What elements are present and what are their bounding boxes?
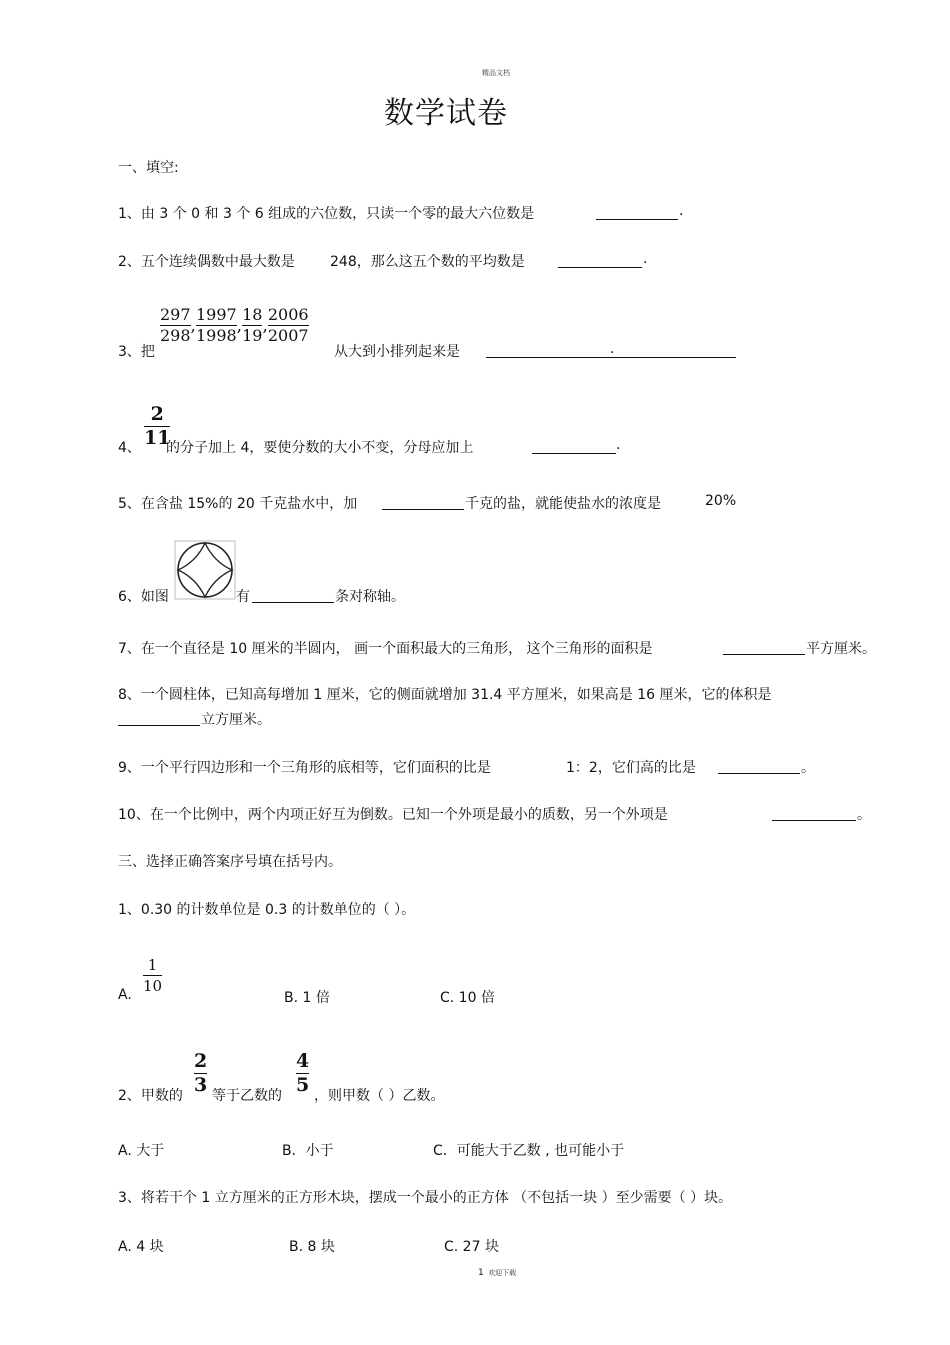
q10-answer-blank[interactable] <box>772 820 856 821</box>
q3-fraction-2 <box>196 307 237 344</box>
q9-end: 。 <box>801 760 815 776</box>
s3-q3-text: 3、将若干个 1 立方厘米的正方形木块，摆成一个最小的正方体 （不包括一块 ）至少需要（ ）块。 <box>118 1190 733 1206</box>
q2-answer-blank[interactable] <box>558 267 642 268</box>
q3-fraction-4-den: 2007 <box>267 326 309 345</box>
q9-text-b: 1：2，它们高的比是 <box>566 760 696 776</box>
s3-q1-option-a-den: 10 <box>143 977 163 995</box>
q3-fraction-1-den: 298 <box>160 326 191 345</box>
q4-answer-blank[interactable] <box>532 453 616 454</box>
q8-text-b: 立方厘米。 <box>201 712 271 728</box>
q3-fraction-3 <box>242 307 262 344</box>
q3-fraction-4 <box>268 307 309 344</box>
q1-answer-blank[interactable] <box>596 219 678 220</box>
q4-fraction-den: 11 <box>144 427 171 449</box>
q9-text-a: 9、一个平行四边形和一个三角形的底相等，它们面积的比是 <box>118 760 491 776</box>
q3-answer-blank[interactable] <box>486 357 736 358</box>
q3-prefix: 3、把 <box>118 344 155 360</box>
q4-text: 的分子加上 4，要使分数的大小不变，分母应加上 <box>166 440 474 456</box>
s3-q2-fraction-1 <box>194 1052 207 1095</box>
q3-fraction-1-num: 297 <box>160 305 191 324</box>
s3-q2-option-c: C．可能大于乙数 , 也可能小于 <box>433 1143 625 1159</box>
q3-fraction-3-den: 19 <box>242 326 263 345</box>
s3-q2-fraction-2-num: 4 <box>296 1050 310 1072</box>
s3-q2-fraction-2-den: 5 <box>296 1074 310 1096</box>
page-title: 数学试卷 <box>384 96 508 131</box>
q4-fraction-num: 2 <box>150 403 164 425</box>
s3-q2-text-c: ，则甲数（ ）乙数。 <box>314 1088 445 1104</box>
q6-text-a: 6、如图 <box>118 589 169 605</box>
s3-q1-option-a-num: 1 <box>147 956 158 974</box>
s3-q2-fraction-1-den: 3 <box>194 1074 208 1096</box>
q6-text-c: 条对称轴。 <box>335 589 405 605</box>
q6-answer-blank[interactable] <box>252 602 334 603</box>
q2-number: 248，那么这五个数的平均数是 <box>330 254 525 270</box>
q3-fraction-2-den: 1998 <box>195 326 237 345</box>
q3-fraction-2-num: 1997 <box>195 305 237 324</box>
q8-text-a: 8、一个圆柱体，已知高每增加 1 厘米，它的侧面就增加 31.4 平方厘米，如果高是 16 厘米，它的体积是 <box>118 687 772 703</box>
q1-end: . <box>679 203 684 219</box>
s3-q2-fraction-1-num: 2 <box>194 1050 208 1072</box>
q5-text-c: 20% <box>705 493 737 509</box>
q3-fraction-3-num: 18 <box>242 305 263 324</box>
q5-text-b: 千克的盐，就能使盐水的浓度是 <box>465 496 661 512</box>
s3-q2-option-b: B．小于 <box>282 1143 334 1159</box>
q10-end: 。 <box>857 807 871 823</box>
q7-text-b: 平方厘米。 <box>806 641 876 657</box>
q6-figure <box>174 540 236 600</box>
footer-text: 欢迎下载 <box>488 1269 517 1277</box>
q3-sep-1: , <box>190 315 196 336</box>
s3-q1-option-a-label: A. <box>118 987 132 1003</box>
s3-q2-text-a: 2、甲数的 <box>118 1088 183 1104</box>
q9-answer-blank[interactable] <box>718 773 800 774</box>
s3-q1-option-b: B. 1 倍 <box>284 990 330 1006</box>
section1-heading: 一、填空: <box>118 160 179 176</box>
s3-q2-option-a: A. 大于 <box>118 1143 165 1159</box>
q3-fraction-1 <box>160 307 191 344</box>
q3-end: . <box>610 341 615 357</box>
footer <box>478 1263 516 1279</box>
s3-q3-option-a: A. 4 块 <box>118 1239 164 1255</box>
q6-text-b: 有 <box>236 589 250 605</box>
s3-q2-text-b: 等于乙数的 <box>212 1088 282 1104</box>
q8-answer-blank[interactable] <box>118 725 200 726</box>
s3-q1-option-a-fraction <box>143 957 162 994</box>
q7-answer-blank[interactable] <box>723 654 805 655</box>
s3-q1-option-c: C. 10 倍 <box>440 990 495 1006</box>
q3-fraction-4-num: 2006 <box>267 305 309 324</box>
q5-text-a: 5、在含盐 15%的 20 千克盐水中，加 <box>118 496 358 512</box>
q3-sep-2: , <box>236 315 243 336</box>
s3-q2-fraction-2 <box>296 1052 309 1095</box>
q3-sep-3: , <box>262 315 268 336</box>
q3-fraction-group <box>160 307 309 344</box>
q3-suffix: 从大到小排列起来是 <box>334 344 460 360</box>
header-watermark: 精品文档 <box>482 69 510 77</box>
footer-page-number: 1 <box>478 1268 484 1278</box>
q4-prefix: 4、 <box>118 440 141 456</box>
q5-answer-blank[interactable] <box>382 509 464 510</box>
s3-q3-option-b: B. 8 块 <box>289 1239 335 1255</box>
s3-q3-option-c: C. 27 块 <box>444 1239 499 1255</box>
circle-square-figure-icon <box>174 540 236 600</box>
q1-text: 1、由 3 个 0 和 3 个 6 组成的六位数，只读一个零的最大六位数是 <box>118 206 535 222</box>
q2-end: . <box>643 251 648 267</box>
section3-heading: 三、选择正确答案序号填在括号内。 <box>118 854 342 870</box>
s3-q1-text: 1、0.30 的计数单位是 0.3 的计数单位的（ ）。 <box>118 902 416 918</box>
q4-end: . <box>616 437 621 453</box>
q2-text: 2、五个连续偶数中最大数是 <box>118 254 295 270</box>
q10-text-a: 10、在一个比例中，两个内项正好互为倒数。已知一个外项是最小的质数，另一个外项是 <box>118 807 668 823</box>
q7-text-a: 7、在一个直径是 10 厘米的半圆内， 画一个面积最大的三角形， 这个三角形的面积是 <box>118 641 653 657</box>
